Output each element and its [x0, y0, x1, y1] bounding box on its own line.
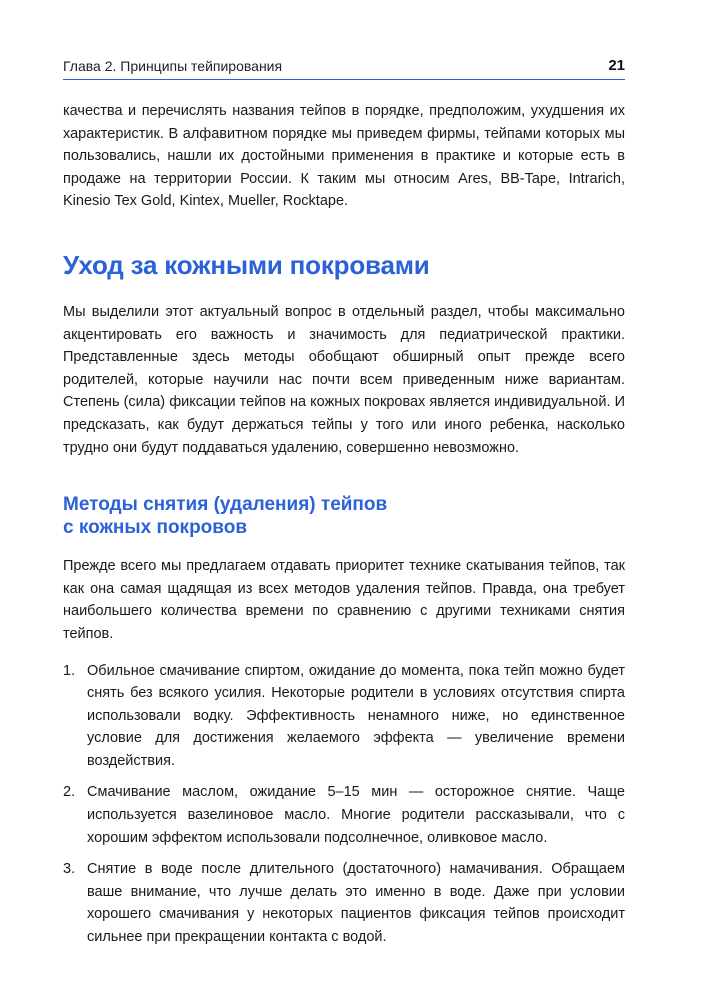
page-content	[63, 100, 625, 958]
subsection-heading	[63, 493, 625, 539]
list-item-number: 1.	[63, 662, 76, 679]
methods-list	[63, 660, 625, 949]
list-item	[63, 781, 625, 849]
running-head	[63, 52, 625, 80]
subsection-paragraph: Прежде всего мы предлагаем отдавать приоритет технике скатывания тейпов, так как она самая щадящая из всех методов удаления тейпов. Правда, она требует наибольшего количества времени по сравнению с другими техниками снятия тейпов.	[63, 558, 625, 642]
list-item	[63, 858, 625, 948]
list-item-number: 2.	[63, 784, 76, 801]
list-item	[63, 660, 625, 773]
list-item-text: Обильное смачивание спиртом, ожидание до момента, пока тейп можно будет снять без всякого усилия. Некоторые родители в условиях отсутствия спирта использовали водку. Эффективность ненамного ниже, но единственное условие для достижения желаемого эффекта — увеличение времени воздействия.	[87, 662, 625, 769]
page-number: 21	[608, 57, 625, 74]
section-paragraph: Мы выделили этот актуальный вопрос в отдельный раздел, чтобы максимально акцентировать его важность и значимость для педиатрической практики. Представленные здесь методы обобщают обширный опыт прежде всего родителей, которые научили нас почти всем приведенным ниже вариантам. Степень (сила) фиксации тейпов на кожных покровах является индивидуальной. И предсказать, как будут держаться тейпы у того или иного ребенка, насколько трудно они будут поддаваться удалению, совершенно невозможно.	[63, 303, 625, 456]
subsection-heading-line2: с кожных покровов	[63, 517, 247, 539]
subsection-heading-line1: Методы снятия (удаления) тейпов	[63, 494, 388, 516]
list-item-number: 3.	[63, 861, 76, 878]
intro-paragraph: качества и перечислять названия тейпов в порядке, предположим, ухудшения их характеристик. В алфавитном порядке мы приведем фирмы, тейпами которых мы пользовались, нашли их достойными применения в практике и которые есть в продаже на территории России. К таким мы относим Ares, BB-Tape, Intrarich, Kinesio Tex Gold, Kintex, Mueller, Rocktape.	[63, 103, 625, 210]
list-item-text: Смачивание маслом, ожидание 5–15 мин — осторожное снятие. Чаще используется вазелиновое масло. Многие родители рассказывали, что с хорошим эффектом использовали подсолнечное, оливковое масло.	[87, 784, 625, 846]
section-heading: Уход за кожными покровами	[63, 249, 430, 280]
list-item-text: Снятие в воде после длительного (достаточного) намачивания. Обращаем ваше внимание, что лучше делать это именно в воде. Даже при условии хорошего смачивания у некоторых пациентов фиксация тейпов происходит сильнее при прекращении контакта с водой.	[87, 861, 625, 946]
running-title: Глава 2. Принципы тейпирования	[63, 58, 283, 74]
